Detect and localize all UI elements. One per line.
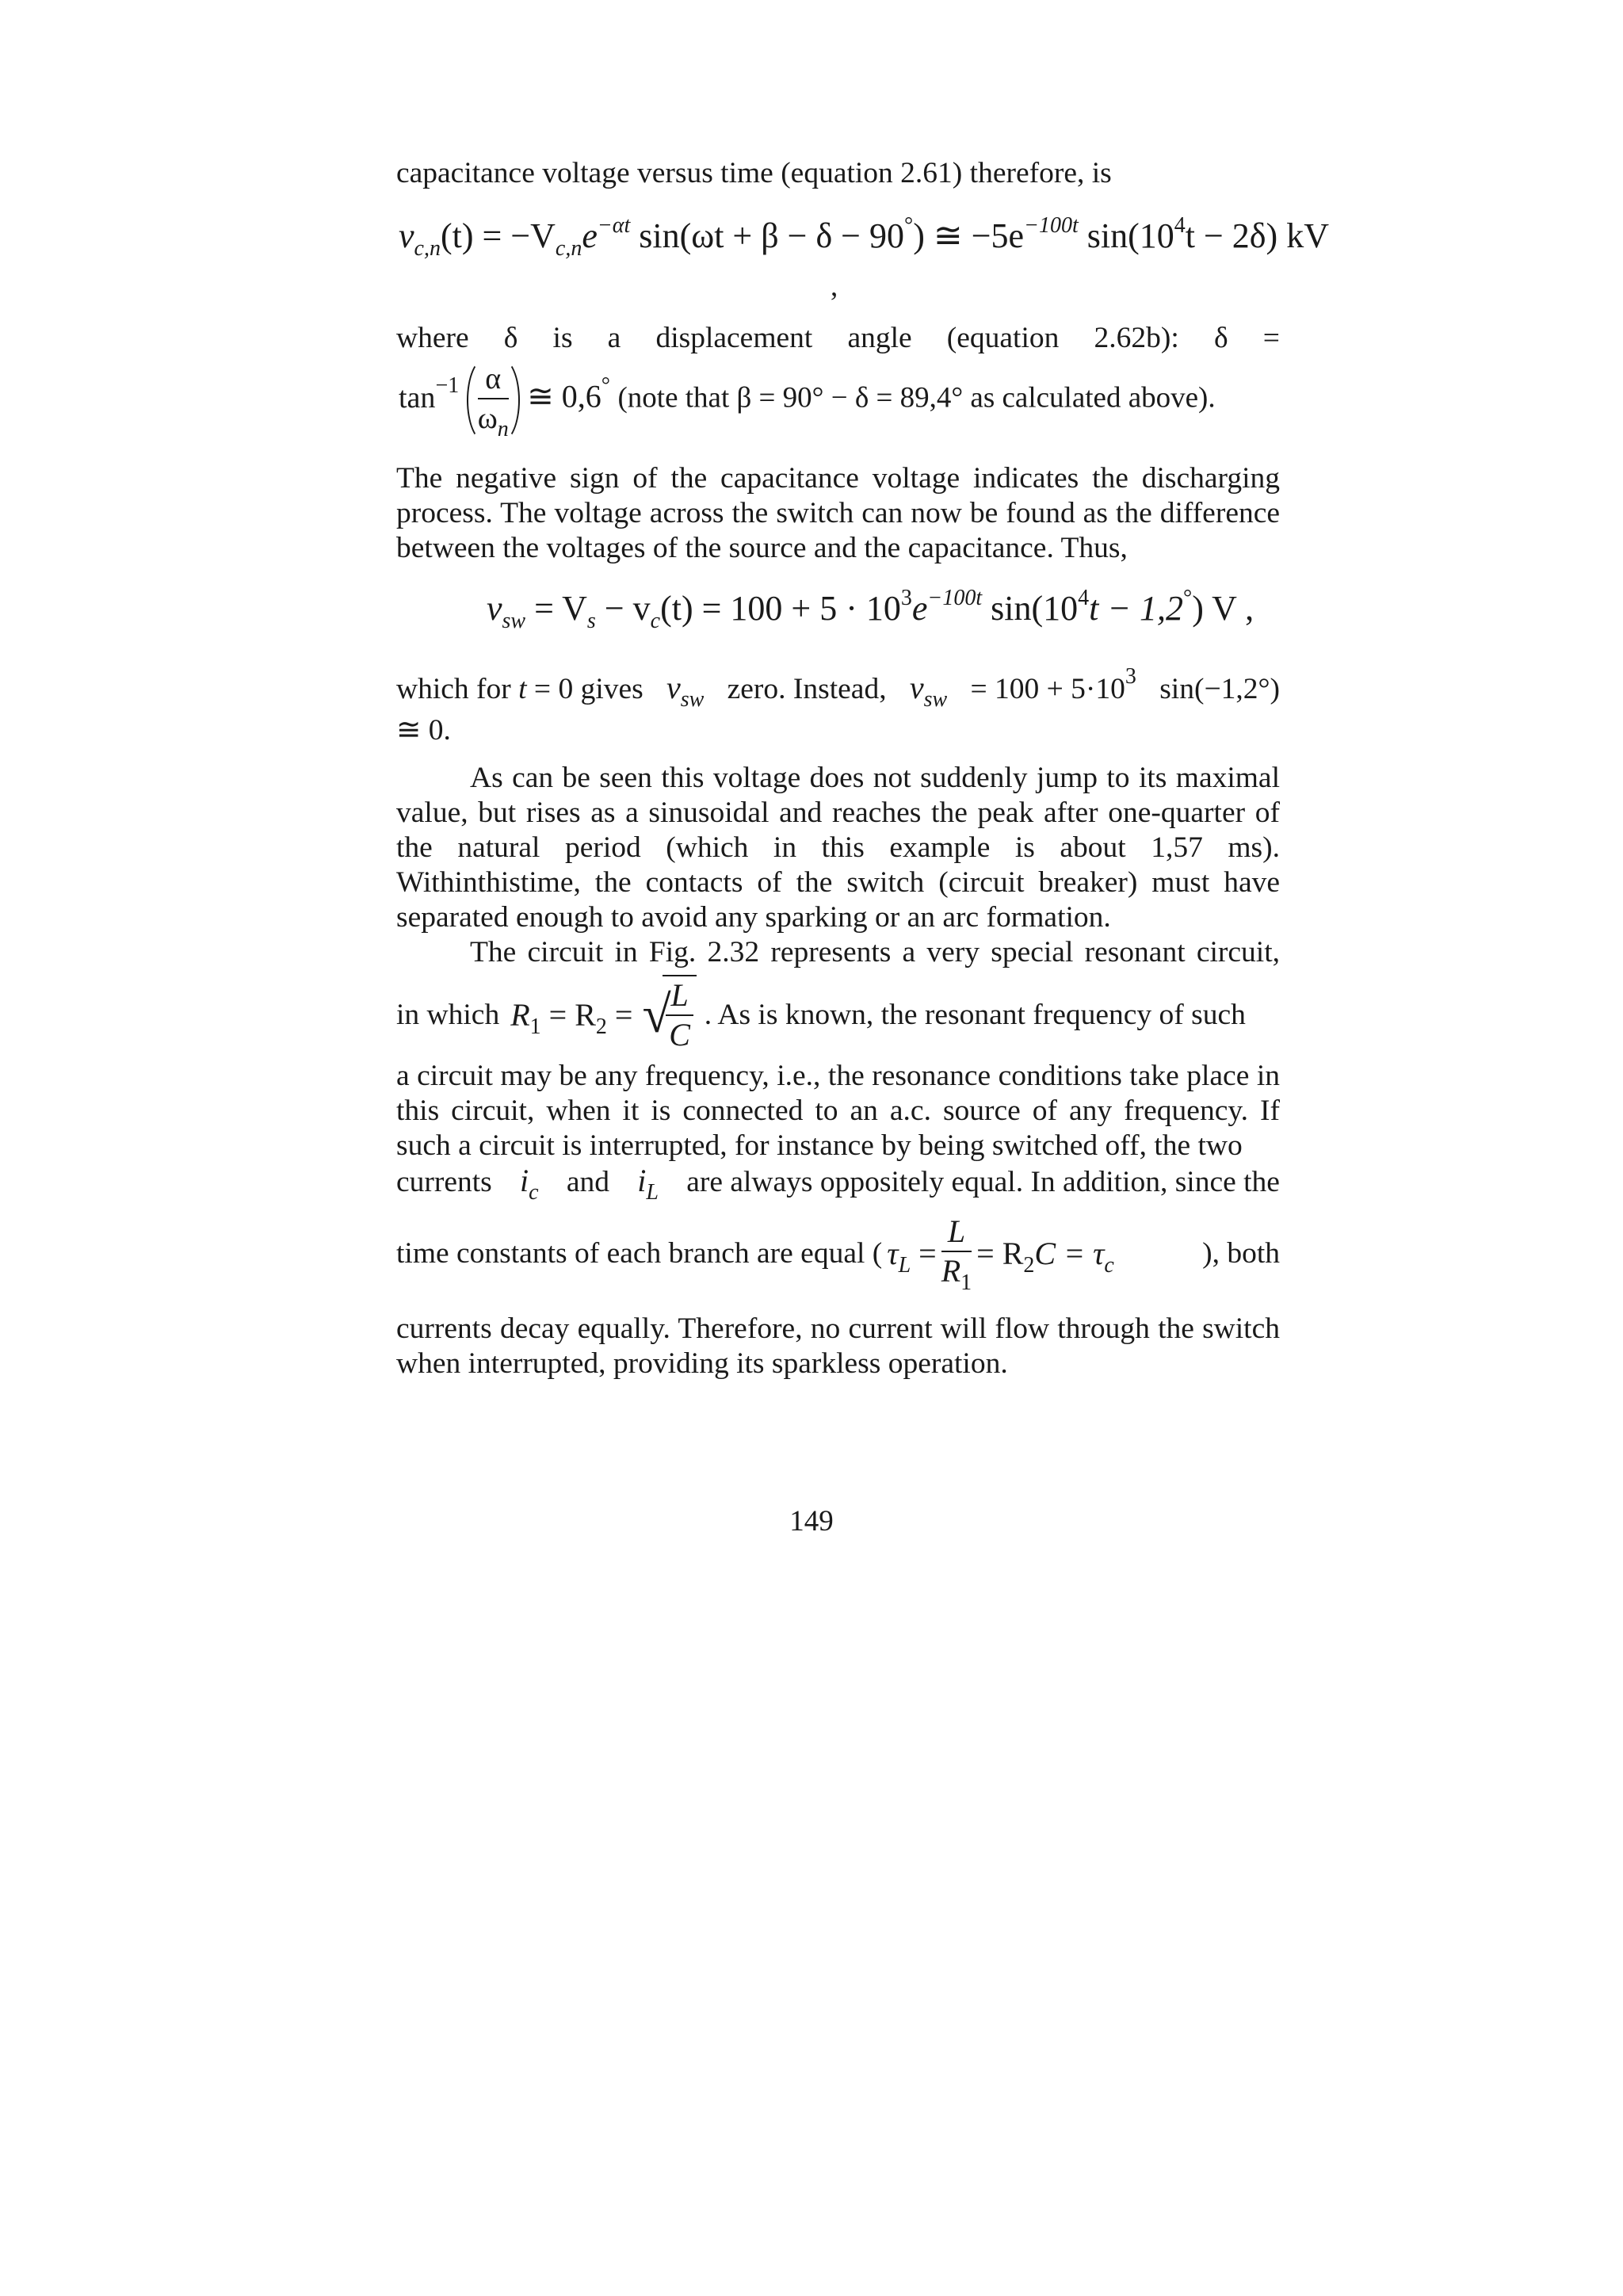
currents-line: currents $i_c$ and $i_L$ are always oppositely equal. In addition, since the [396, 1163, 1280, 1205]
paragraph: currents decay equally. Therefore, no current will flow through the switch when interrupted, providing its sparkless operation. [396, 1312, 1280, 1380]
text-line: capacitance voltage versus time (equation 2.61) therefore, is [396, 157, 1112, 189]
text-line: ≅ 0. [396, 714, 451, 747]
equation-capacitance-voltage: $v_{c,n}(t) = -V_{c,n}e^{-\alpha t}$ sin(ωt + β − δ − 90°) ≅ $-5e^{-100t}$ $\sin(10^4t - 2\delta)$ kV [399, 213, 1329, 261]
in-which-line: in which $R_1 = R_2$ = √ $\frac{L}{C}$ . As is known, the resonant frequency of such [396, 975, 1280, 1054]
which-line: which for t = 0 gives $v_{sw}$ zero. Instead, $v_{sw}$ = $100 + 5\cdot 10^3$ sin(−1,2°) [396, 664, 1280, 712]
paragraph: The negative sign of the capacitance voltage indicates the discharging process. The voltage across the switch can now be found as the difference between the voltages of the source and the capacitance. Thus, [396, 462, 1280, 564]
text-line: The circuit in Fig. 2.32 represents a very special resonant circuit, [470, 936, 1280, 968]
tan-expression: $\tan^{-1}$ $\frac{\alpha}{\omega_n}$ ≅ 0,6° (note that β = 90° − δ = 89,4° as calculated above). [399, 358, 1216, 442]
sqrt-symbol: √ $\frac{L}{C}$ [640, 975, 696, 1054]
paragraph: As can be seen this voltage does not suddenly jump to its maximal value, but rises as a sinusoidal and reaches the peak after one-quarter of the natural period (which in this example is about 1,57 ms). Withinthistime, the contacts of the switch (circuit breaker) must have separated enough to avoid any sparking or an arc formation. [396, 762, 1280, 934]
equation-switch-voltage: $v_{sw} = V_s - v_c(t) = 100 + 5 \cdot 10^3e^{-100t}$ $\sin(10^4t - 1,2^\circ)$ V , [487, 586, 1254, 633]
paragraph: a circuit may be any frequency, i.e., the resonance conditions take place in this circuit, when it is connected to an a.c. source of any frequency. If such a circuit is interrupted, for instance by being switched off, the two [396, 1060, 1280, 1162]
page-number: 149 [789, 1505, 834, 1538]
time-constants-line: time constants of each branch are equal ( $\tau_L$ = $\frac{L}{R_1}$ = $R_2C = \tau_c$ ), both [396, 1213, 1280, 1295]
equation-comma: , [831, 270, 838, 303]
where-line: where δ is a displacement angle (equation 2.62b): δ = [396, 322, 1280, 354]
